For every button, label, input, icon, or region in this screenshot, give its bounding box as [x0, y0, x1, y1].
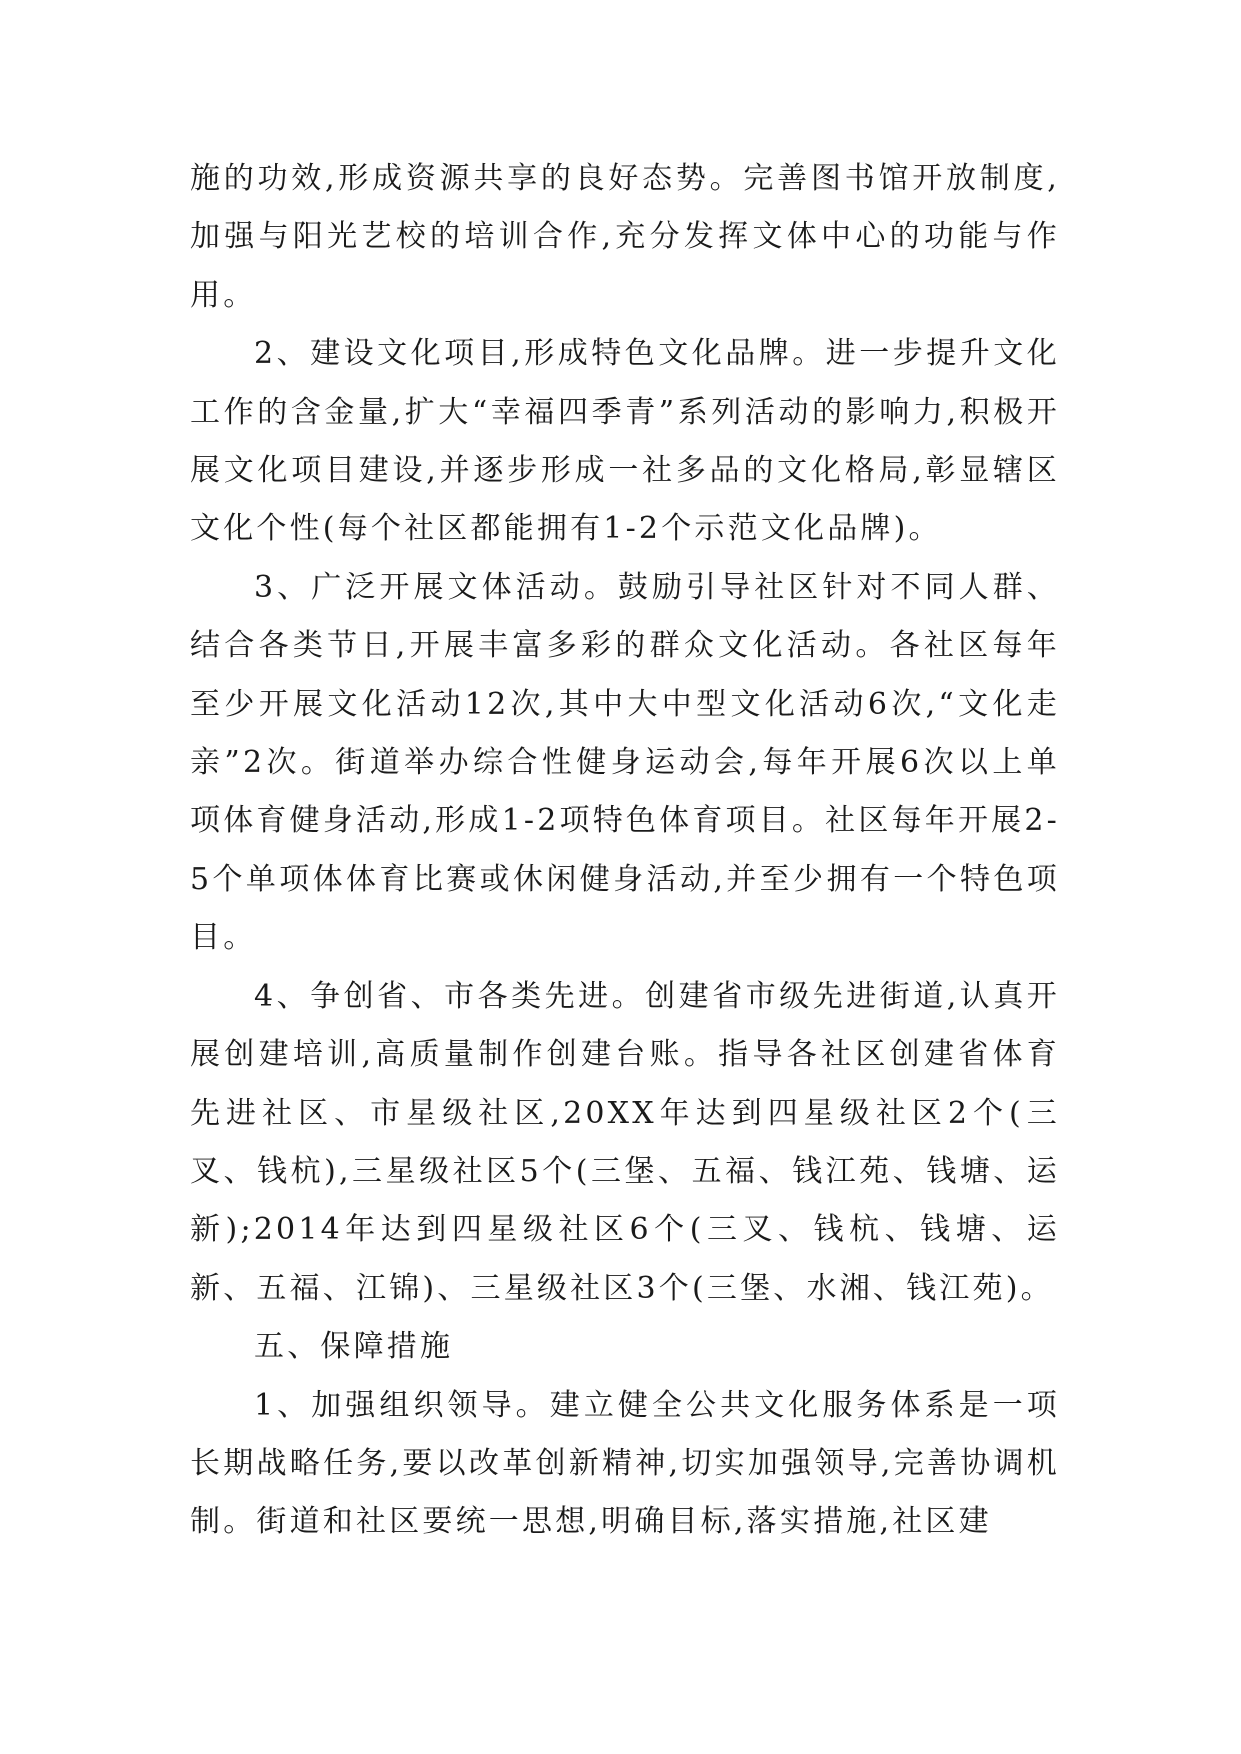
- paragraph: 施的功效,形成资源共享的良好态势。完善图书馆开放制度,加强与阳光艺校的培训合作,充分发挥文体中心的功能与作用。: [190, 161, 1060, 313]
- section-heading: 五、保障措施: [254, 1329, 454, 1365]
- document-page: [190, 150, 1060, 1552]
- paragraph: 4、争创省、市各类先进。创建省市级先进街道,认真开展创建培训,高质量制作创建台账。指导各社区创建省体育先进社区、市星级社区,20XX年达到四星级社区2个(三叉、钱杭),三星级社区5个(三堡、五福、钱江苑、钱塘、运新);2014年达到四星级社区6个(三叉、钱杭、钱塘、运新、五福、江锦)、三星级社区3个(三堡、水湘、钱江苑)。: [190, 978, 1060, 1306]
- paragraph: 1、加强组织领导。建立健全公共文化服务体系是一项长期战略任务,要以改革创新精神,切实加强领导,完善协调机制。街道和社区要统一思想,明确目标,落实措施,社区建: [190, 1387, 1060, 1540]
- paragraph: 3、广泛开展文体活动。鼓励引导社区针对不同人群、结合各类节日,开展丰富多彩的群众文化活动。各社区每年至少开展文化活动12次,其中大中型文化活动6次,“文化走亲”2次。街道举办综合性健身运动会,每年开展6次以上单项体育健身活动,形成1-2项特色体育项目。社区每年开展2-5个单项体体育比赛或休闲健身活动,并至少拥有一个特色项目。: [190, 569, 1060, 956]
- paragraph: 2、建设文化项目,形成特色文化品牌。进一步提升文化工作的含金量,扩大“幸福四季青”系列活动的影响力,积极开展文化项目建设,并逐步形成一社多品的文化格局,彰显辖区文化个性(每个社区都能拥有1-2个示范文化品牌)。: [190, 336, 1060, 547]
